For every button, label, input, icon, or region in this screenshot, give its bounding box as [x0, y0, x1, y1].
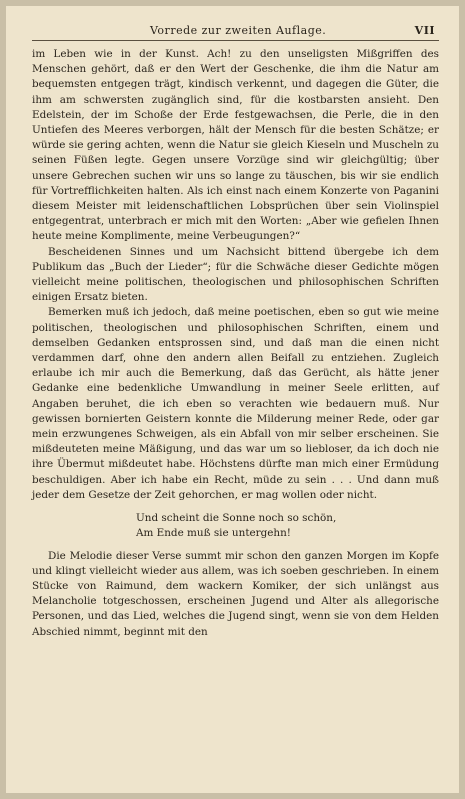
paragraph-3: Bemerken muß ich jedoch, daß meine poetischen, eben so gut wie meine politischen, theologischen und philosophischen Schriften, einem und demselben Gedanken entsprossen sind, und daß man die einen nicht verdammen darf, ohne den andern allen Beifall zu entziehen. Zugleich erlaube ich mir auch die Bemerkung, daß das Gerücht, als hätte jener Gedanke eine bedenkliche Umwandlung in meiner Seele erlitten, auf Angaben beruhet, die ich eben so verachten wie bedauern muß. Nur gewissen bornierten Geistern konnte die Milderung meiner Rede, oder gar mein erzwungenes Schweigen, als ein Abfall von mir selber erscheinen. Sie mißdeuteten meine Mäßigung, und das war um so liebloser, da ich doch nie ihre Übermut mißdeutet habe. Höchstens dürfte man mich einer Ermüdung beschuldigen. Aber ich habe ein Recht, müde zu sein . . . Und dann muß jeder dem Gesetze der Zeit gehorchen, er mag wollen oder nicht. [32, 306, 439, 501]
running-title: Vorrede zur zweiten Auflage. [150, 24, 327, 37]
verse-line: Am Ende muß sie untergehn! [136, 527, 291, 540]
paragraph-4: Die Melodie dieser Verse summt mir schon den ganzen Morgen im Kopfe und klingt vielleicht wieder aus allem, was ich soeben geschrieben. In einem Stücke von Raimund, dem wackern Komiker, der sich unlängst aus Melancholie totgeschossen, erscheinen Jugend und Alter als allegorische Personen, und das Lied, welches die Jugend singt, wenn sie von dem Helden Abschied nimmt, beginnt mit den [32, 549, 439, 638]
page-number: VII [414, 24, 435, 37]
running-header [32, 24, 439, 41]
verse-line: Und scheint die Sonne noch so schön, [136, 512, 337, 525]
book-page [6, 6, 459, 793]
verse-quote [32, 511, 439, 541]
paragraph-2: Bescheidenen Sinnes und um Nachsicht bittend übergebe ich dem Publikum das „Buch der Lieder“; für die Schwäche dieser Gedichte mögen vielleicht meine politischen, theologischen und philosophischen Schriften einigen Ersatz bieten. [32, 245, 439, 304]
paragraph-1: im Leben wie in der Kunst. Ach! zu den unseligsten Mißgriffen des Menschen gehört, daß er den Wert der Geschenke, die ihm die Natur am bequemsten entgegen trägt, kindisch verkennt, und dagegen die Güter, die ihm am schwersten zugänglich sind, für die kostbarsten ansieht. Den Edelstein, der im Schoße der Erde festgewachsen, die Perle, die in den Untiefen des Meeres verborgen, hält der Mensch für die besten Schätze; er würde sie gering achten, wenn die Natur sie gleich Kieseln und Muscheln zu seinen Füßen legte. Gegen unsere Vorzüge sind wir gleichgültig; über unsere Gebrechen suchen wir uns so lange zu täuschen, bis wir sie endlich für Vortrefflichkeiten halten. Als ich einst nach einem Konzerte von Paganini diesem Meister mit leidenschaftlichen Lobsprüchen über sein Violinspiel entgegentrat, unterbrach er mich mit den Worten: „Aber wie gefielen Ihnen heute meine Komplimente, meine Verbeugungen?“ [32, 48, 439, 243]
